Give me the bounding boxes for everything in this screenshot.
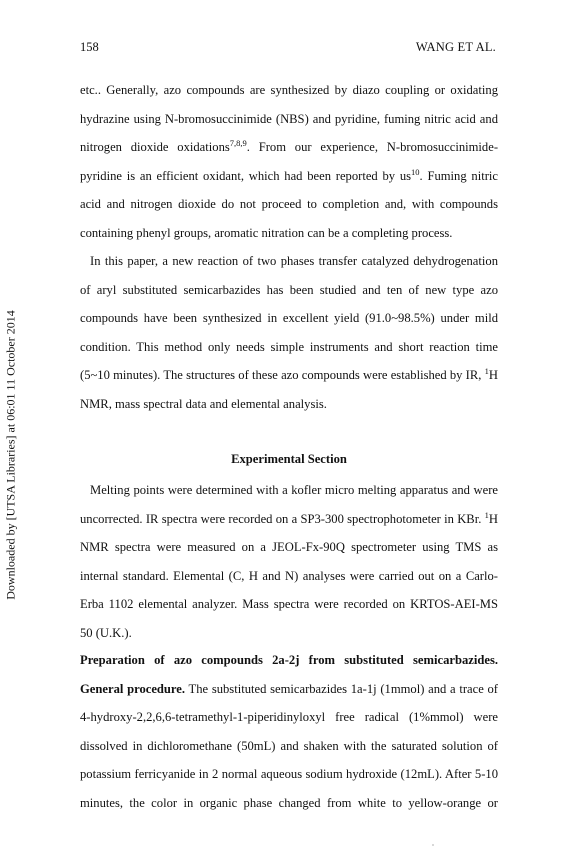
text-span: (5~10 minutes). The structures of these azo compounds were established by IR, (80, 368, 485, 382)
nuclide-superscript: 1 (484, 509, 489, 520)
text-span: pyridine is an efficient oxidant, which had been reported by us (80, 168, 412, 183)
text-line: compounds have been synthesized in excellent yield (91.0~98.5%) under mild (80, 311, 498, 325)
page-number: 158 (80, 40, 99, 54)
text-line: 50 (U.K.). (80, 625, 132, 640)
running-head: WANG ET AL. (415, 40, 496, 54)
paragraph-intro-continued (80, 76, 498, 247)
paragraph-preparation (80, 646, 498, 817)
text-line: acid and nitrogen dioxide do not proceed to completion and, with compounds (80, 197, 498, 211)
text-line: internal standard. Elemental (C, H and N) analyses were carried out on a Carlo- (80, 568, 498, 583)
text-line: containing phenyl groups, aromatic nitration can be a completing process. (80, 225, 453, 240)
text-span: H (488, 368, 498, 382)
text-line: hydrazine using N-bromosuccinimide (NBS) and pyridine, fuming nitric acid and (80, 111, 498, 126)
subsection-title: Preparation of azo compounds 2a-2j from substituted semicarbazides. (80, 653, 498, 667)
text-line: NMR spectra were measured on a JEOL-Fx-90Q spectrometer using TMS as (80, 540, 498, 554)
text-line: 4-hydroxy-2,2,6,6-tetramethyl-1-piperidinyloxyl free radical (1%mmol) were (80, 710, 498, 724)
text-line: dissolved in dichloromethane (50mL) and shaken with the saturated solution of (80, 738, 498, 753)
text-line: minutes, the color in organic phase changed from white to yellow-orange or (80, 795, 498, 810)
text-line (80, 361, 498, 390)
text-line: potassium ferricyanide in 2 normal aqueous sodium hydroxide (12mL). After 5-10 (80, 767, 498, 781)
text-line: condition. This method only needs simple instruments and short reaction time (80, 339, 498, 354)
text-span: . From our experience, N-bromosuccinimide- (246, 140, 499, 154)
paragraph-this-paper (80, 247, 498, 418)
citation-superscript: 10 (411, 166, 420, 177)
section-heading (80, 445, 498, 474)
text-line: Melting points were determined with a kofler micro melting apparatus and were (90, 483, 498, 497)
nuclide-superscript: 1 (484, 365, 489, 376)
text-span: The substituted semicarbazides 1a-1j (1mmol) and a trace of (185, 681, 498, 696)
text-span: . Fuming nitric (419, 168, 498, 183)
text-line: NMR, mass spectral data and elemental analysis. (80, 396, 327, 411)
download-watermark-text: Downloaded by [UTSA Libraries] at 06:01 11 October 2014 (3, 310, 18, 600)
citation-superscript: 7,8,9 (229, 137, 247, 148)
paragraph-experimental (80, 476, 498, 647)
text-line: of aryl substituted semicarbazides has been studied and ten of new type azo (80, 282, 498, 297)
text-line (80, 133, 498, 162)
text-line: etc.. Generally, azo compounds are synthesized by diazo coupling or oxidating (80, 83, 498, 97)
text-line: In this paper, a new reaction of two phases transfer catalyzed dehydrogenation (90, 254, 498, 268)
text-line (80, 162, 498, 191)
text-span: H (488, 511, 498, 526)
text-span: nitrogen dioxide oxidations (80, 140, 230, 154)
scan-speck (432, 844, 434, 846)
text-line (80, 675, 498, 704)
text-line: Erba 1102 elemental analyzer. Mass spectra were recorded on KRTOS-AEI-MS (80, 597, 498, 611)
text-line (80, 646, 498, 675)
section-title: Experimental Section (231, 452, 347, 466)
text-line (80, 505, 498, 534)
procedure-label: General procedure. (80, 681, 186, 696)
text-span: uncorrected. IR spectra were recorded on a SP3-300 spectrophotometer in KBr. (80, 511, 485, 526)
